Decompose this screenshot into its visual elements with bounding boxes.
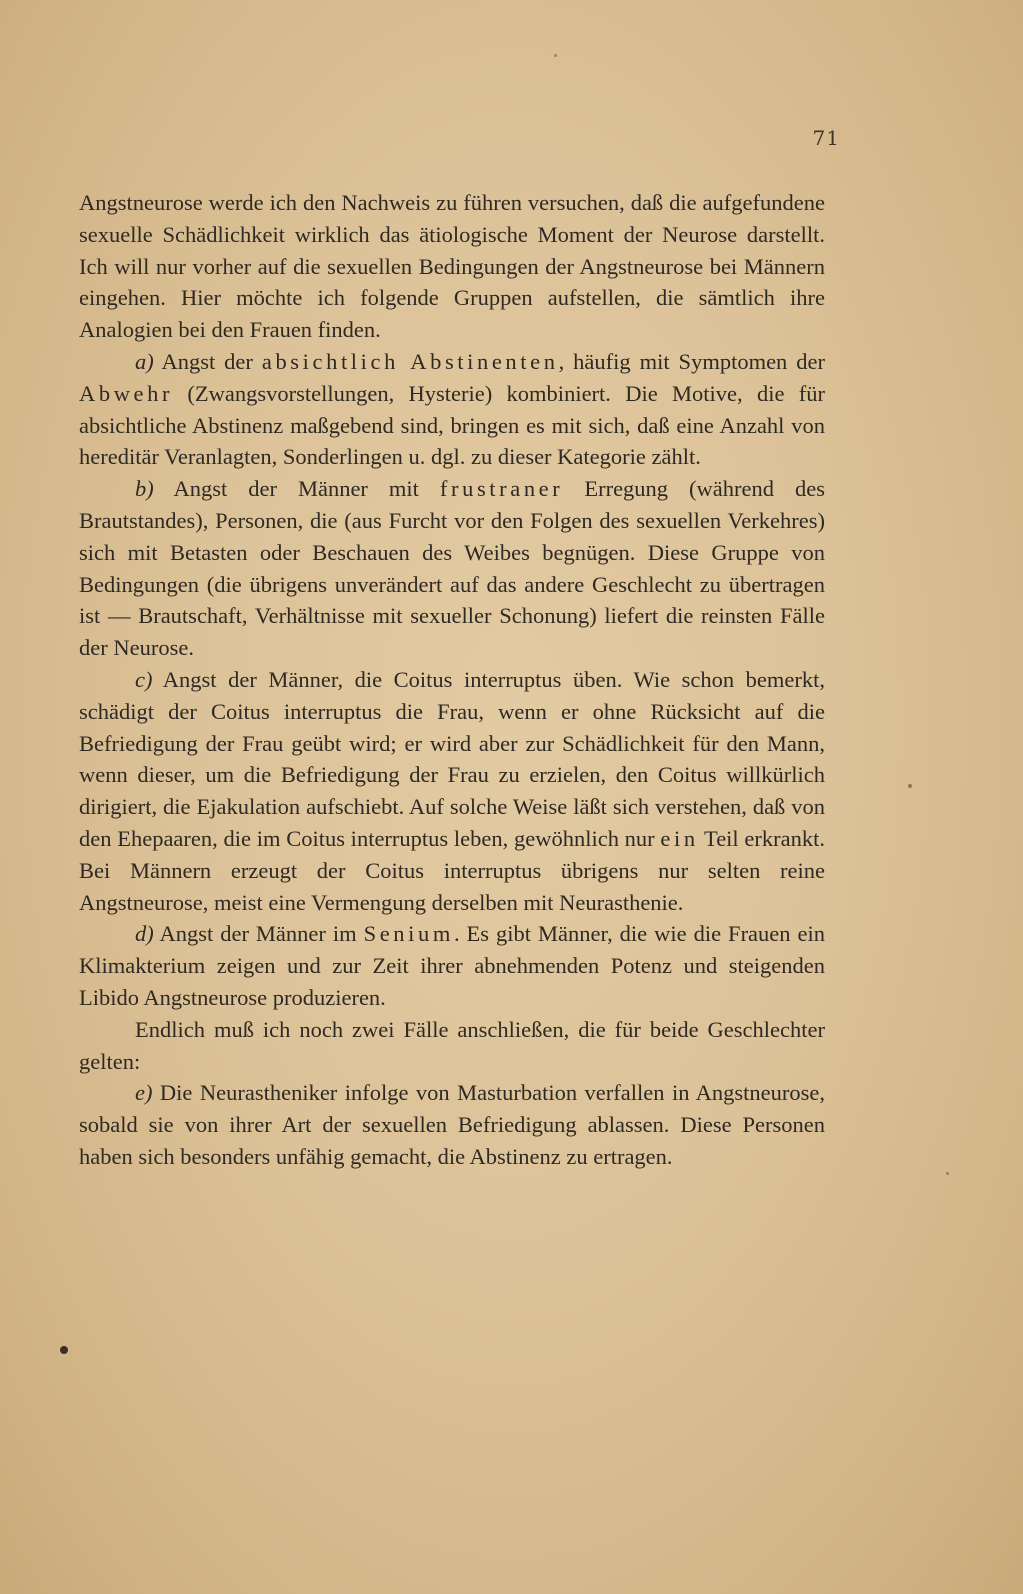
paragraph-text: Erregung (während des Brautstandes), Personen, die (aus Furcht vor den Folgen des sexuellen Verkehres) sich mit Betasten oder Beschauen des Weibes begnügen. Diese Gruppe von Bedingungen (die übrigens unverändert auf das andere Geschlecht zu übertragen ist — Brautschaft, Verhältnisse mit sexueller Schonung) liefert die reinsten Fälle der Neurose. [79,476,825,661]
paragraph-transition [79,1014,825,1078]
item-label: d) [135,921,154,947]
paragraph-text: Endlich muß ich noch zwei Fälle anschließen, die für beide Geschlechter gelten: [79,1016,825,1074]
paragraph-b [79,473,825,664]
item-label: c) [135,666,153,692]
page-number: 71 [812,126,840,150]
item-label: b) [135,476,154,502]
ink-speck [946,1172,949,1175]
paragraph-text: Angstneurose werde ich den Nachweis zu führen versuchen, daß die aufgefundene sexuelle Schädlichkeit wirklich das ätiologische Moment der Neurose darstellt. Ich will nur vorher auf die sexuellen Bedingungen der Angstneurose bei Männern eingehen. Hier möchte ich folgende Gruppen aufstellen, die sämtlich ihre Analogien bei den Frauen finden. [79,190,825,343]
item-label: e) [135,1080,153,1106]
paragraph-e [79,1077,825,1172]
paragraph-text: (Zwangsvorstellungen, Hysterie) kombiniert. Die Motive, die für absichtliche Abstinenz maßgebend sind, bringen es mit sich, daß eine Anzahl von hereditär Veranlagten, Sonderlingen u. dgl. zu dieser Kategorie zählt. [79,380,825,470]
paragraph-a [79,346,825,473]
paragraph-text: Angst der Männer, die Coitus interruptus üben. Wie schon bemerkt, schädigt der Coitus interruptus die Frau, wenn er ohne Rücksicht auf die Befriedigung der Frau geübt wird; er wird aber zur Schädlichkeit für den Mann, wenn dieser, um die Befriedigung der Frau zu erzielen, den Coitus willkürlich dirigiert, die Ejakulation aufschiebt. Auf solche Weise läßt sich verstehen, daß von den Ehepaaren, die im Coitus interruptus leben, gewöhnlich nur [79,666,825,851]
paragraph-text: . Es gibt Männer, die wie die Frauen ein Klimakterium zeigen und zur Zeit ihrer abnehmenden Potenz und steigenden Libido Angstneurose produzieren. [79,921,825,1010]
item-label: a) [135,348,154,374]
paragraph-text: Angst der [153,348,262,374]
paragraph-text: Teil erkrankt. Bei Männern erzeugt der Coitus interruptus übrigens nur selten reine Angstneurose, meist eine Vermengung derselben mit Neurasthenie. [79,825,825,915]
paragraph-c [79,664,825,918]
emphasized-term: absichtlich Abstinenten [261,348,559,374]
paragraph-d [79,918,825,1013]
emphasized-term: Senium [363,921,454,947]
paragraph-text: Die Neurastheniker infolge von Masturbation verfallen in Angstneurose, sobald sie von ihrer Art der sexuellen Befriedigung ablassen. Diese Personen haben sich besonders unfähig gemacht, die Abstinenz zu ertragen. [79,1080,825,1169]
ink-speck [908,784,912,788]
emphasized-term: ein [660,825,699,851]
paragraph-text: , häufig mit Symptomen der [558,348,825,374]
body-text [79,187,825,1173]
ink-speck [554,54,557,57]
paragraph-intro [79,187,825,346]
emphasized-term: frustraner [439,476,564,502]
ink-speck [60,1346,68,1354]
paragraph-text: Angst der Männer mit [153,476,440,502]
paragraph-text: Angst der Männer im [153,921,364,947]
emphasized-term: Abwehr [79,380,174,406]
